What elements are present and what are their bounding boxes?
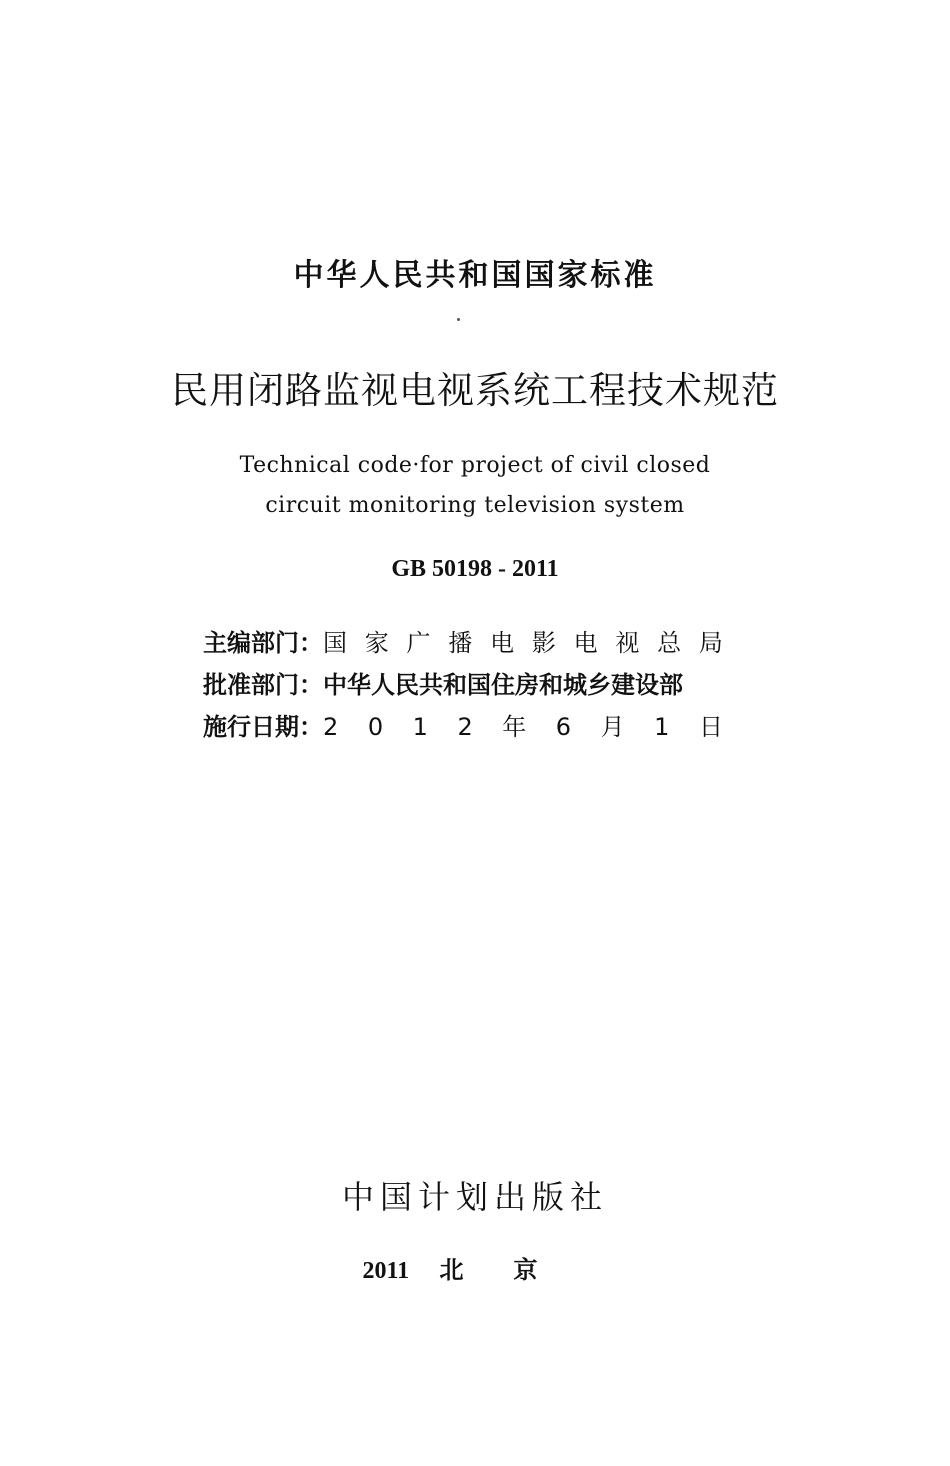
english-title-line-1: Technical code·for project of civil closed bbox=[239, 453, 711, 478]
date-char: 2 bbox=[323, 713, 339, 741]
english-title-line-2: circuit monitoring television system bbox=[265, 493, 685, 518]
editor-char: 影 bbox=[531, 629, 556, 657]
date-char: 2 bbox=[457, 713, 473, 741]
imprint bbox=[0, 1250, 950, 1285]
approver-label: 批准部门： bbox=[203, 671, 323, 699]
effective-date-value bbox=[323, 706, 723, 748]
editor-row bbox=[203, 622, 763, 664]
editor-char: 家 bbox=[364, 629, 389, 657]
effective-date-label: 施行日期： bbox=[203, 713, 323, 741]
editor-label: 主编部门： bbox=[203, 629, 323, 657]
standard-series-heading: 中华人民共和国国家标准 bbox=[293, 258, 657, 293]
editor-char: 国 bbox=[323, 629, 347, 657]
date-char: 1 bbox=[654, 713, 670, 741]
editor-char: 电 bbox=[573, 629, 598, 657]
date-char: 年 bbox=[502, 713, 527, 741]
date-char: 6 bbox=[555, 713, 572, 741]
publisher-name: 中国计划出版社 bbox=[341, 1178, 608, 1216]
editor-value bbox=[323, 622, 723, 664]
editor-char: 电 bbox=[490, 629, 515, 657]
editor-char: 视 bbox=[615, 629, 640, 657]
approver-value: 中华人民共和国住房和城乡建设部 bbox=[323, 671, 683, 699]
document-title-english bbox=[0, 446, 950, 526]
date-char: 0 bbox=[367, 713, 384, 741]
decorative-dot bbox=[457, 318, 460, 321]
document-title-chinese: 民用闭路监视电视系统工程技术规范 bbox=[171, 369, 779, 412]
editor-char: 局 bbox=[698, 629, 723, 657]
imprint-city: 北京 bbox=[439, 1256, 588, 1284]
date-char: 日 bbox=[698, 713, 723, 741]
editor-char: 广 bbox=[406, 629, 431, 657]
effective-date-row bbox=[203, 706, 763, 748]
imprint-year: 2011 bbox=[362, 1258, 410, 1284]
date-char: 月 bbox=[600, 713, 625, 741]
standard-code: GB 50198 - 2011 bbox=[391, 556, 559, 582]
publication-info bbox=[203, 622, 763, 748]
editor-char: 总 bbox=[657, 629, 682, 657]
editor-char: 播 bbox=[448, 629, 473, 657]
date-char: 1 bbox=[412, 713, 428, 741]
approver-row bbox=[203, 664, 763, 706]
